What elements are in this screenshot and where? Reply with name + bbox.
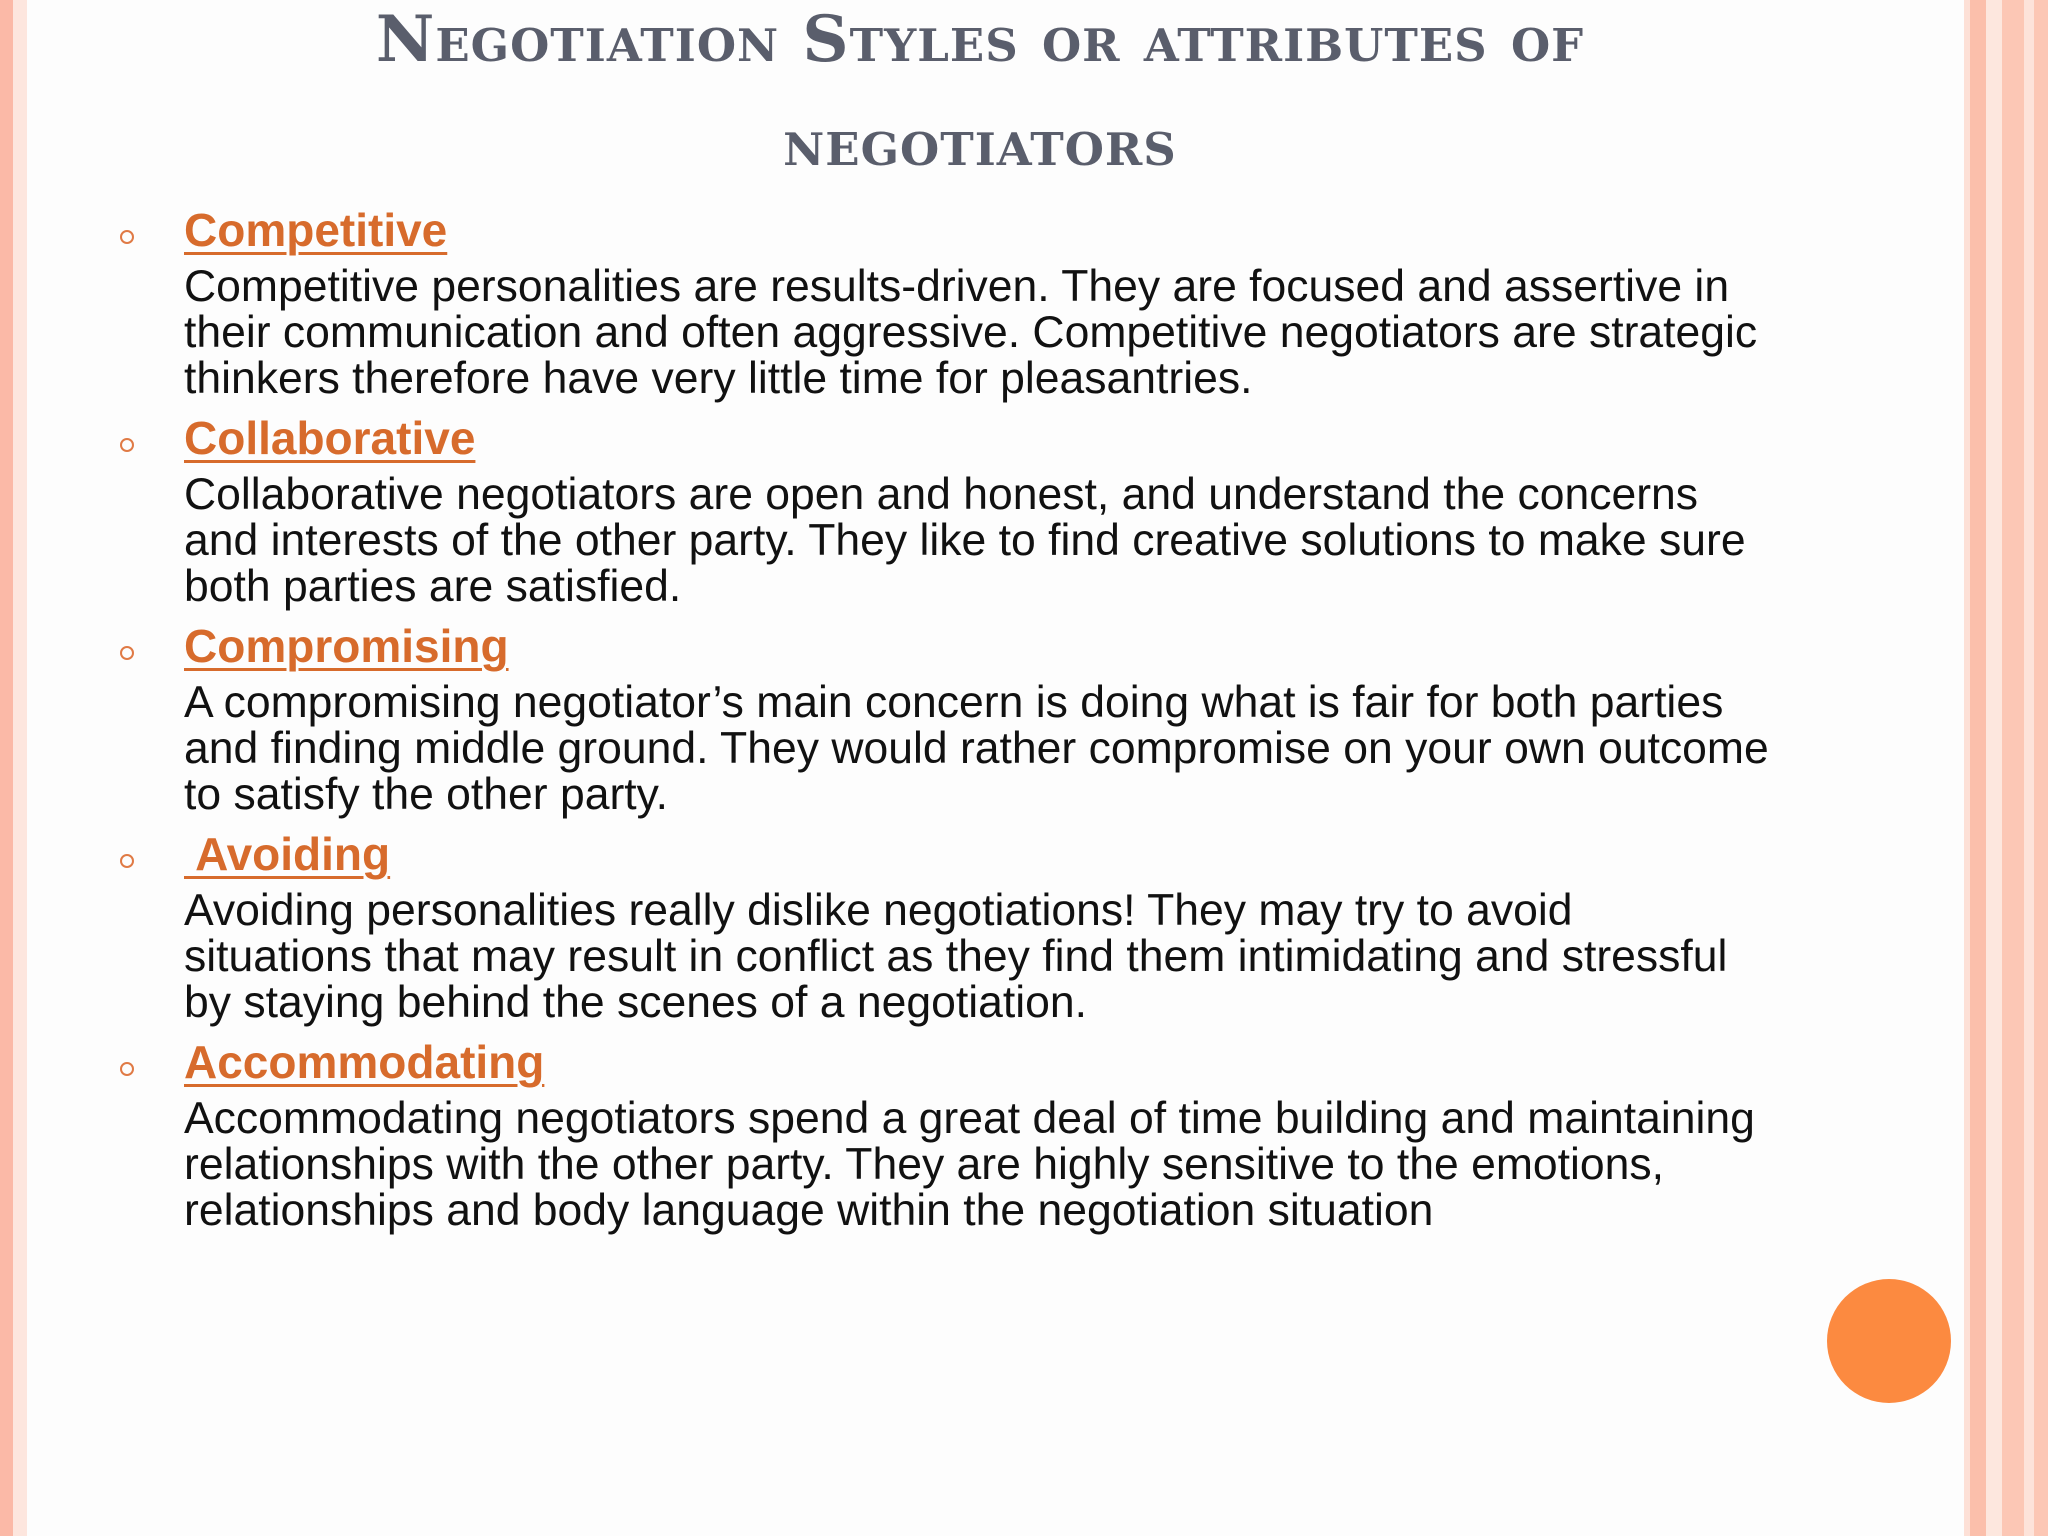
right-border-stripe-light bbox=[1986, 0, 2002, 1536]
slide-title-line-2: negotiators bbox=[783, 106, 1177, 181]
circle-bullet-icon bbox=[120, 230, 134, 244]
right-border-stripe-inner bbox=[2024, 0, 2034, 1536]
list-item-competitive bbox=[120, 200, 1770, 402]
circle-bullet-icon bbox=[120, 438, 134, 452]
circle-bullet-icon bbox=[120, 854, 134, 868]
list-item-accommodating bbox=[120, 1032, 1770, 1234]
decorative-circle-icon bbox=[1827, 1279, 1951, 1403]
right-border-stripe bbox=[1970, 0, 1986, 1536]
list-item-compromising bbox=[120, 616, 1770, 818]
style-heading: Competitive bbox=[184, 204, 448, 256]
list-item-avoiding bbox=[120, 824, 1770, 1026]
circle-bullet-icon bbox=[120, 1062, 134, 1076]
style-description: Accommodating negotiators spend a great deal of time building and maintaining relationships with the other party. They are highly sensitive to the emotions, relationships and body language within the negotiation situation bbox=[184, 1094, 1755, 1235]
slide-title-line-1: Negotiation Styles or attributes of bbox=[375, 2, 1585, 77]
left-border-stripe-light bbox=[13, 0, 27, 1536]
list-item-collaborative bbox=[120, 408, 1770, 610]
style-description: Collaborative negotiators are open and honest, and understand the concerns and interests of the other party. They like to find creative solutions to make sure both parties are satisfied. bbox=[184, 470, 1746, 611]
circle-bullet-icon bbox=[120, 646, 134, 660]
left-border-stripe bbox=[0, 0, 13, 1536]
style-list bbox=[120, 200, 1770, 1240]
style-description: Avoiding personalities really dislike negotiations! They may try to avoid situations that may result in conflict as they find them intimidating and stressful by staying behind the scenes of a negotiation. bbox=[184, 886, 1728, 1027]
slide-title bbox=[160, 0, 1800, 196]
style-heading: Compromising bbox=[184, 620, 509, 672]
style-description: A compromising negotiator’s main concern is doing what is fair for both parties and finding middle ground. They would rather compromise on your own outcome to satisfy the other party. bbox=[184, 678, 1769, 819]
style-heading: Accommodating bbox=[184, 1036, 545, 1088]
style-description: Competitive personalities are results-driven. They are focused and assertive in their communication and often aggressive. Competitive negotiators are strategic thinkers therefore have very little time for pleasantries. bbox=[184, 262, 1758, 403]
style-heading: Avoiding bbox=[184, 828, 391, 880]
style-heading: Collaborative bbox=[184, 412, 476, 464]
